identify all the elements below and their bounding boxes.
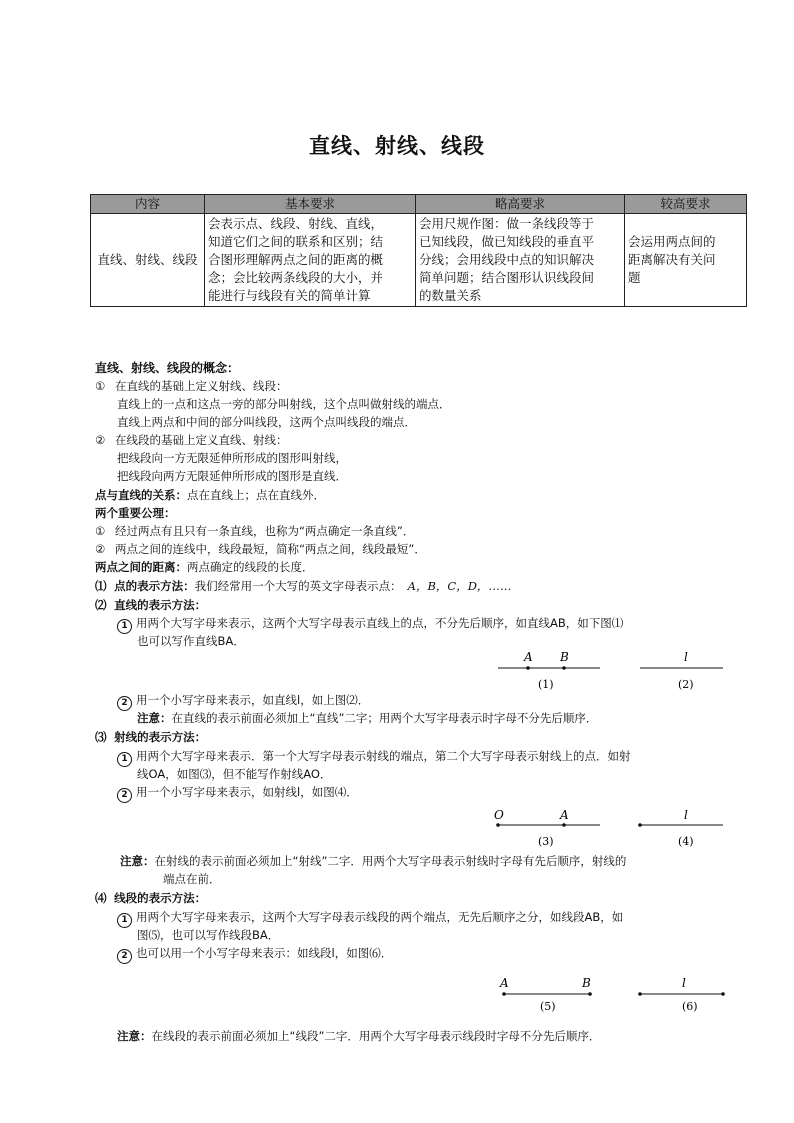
ray-rep-text-2: 用一个小写字母来表示，如射线l，如图⑷． xyxy=(136,785,358,799)
figure-caption: (3) xyxy=(538,835,554,848)
note-label: 注意： xyxy=(137,711,172,725)
concept-item-1: 在直线的基础上定义射线、线段： xyxy=(114,379,288,393)
segment-endpoint xyxy=(721,992,725,996)
figure-caption: (4) xyxy=(678,835,694,848)
point-rep-label: 点的表示方法： xyxy=(114,579,195,593)
concept-item-1b: 直线上两点和中间的部分叫线段，这两个点叫线段的端点． xyxy=(117,415,416,429)
label-l: l xyxy=(684,650,688,664)
circled-number: 1 xyxy=(117,913,132,928)
ray-rep-label: 射线的表示方法： xyxy=(114,730,207,744)
distance-label: 两点之间的距离： xyxy=(95,560,187,574)
cell-line: 会表示点、线段、射线、直线， xyxy=(208,216,384,231)
cell-line: 的数量关系 xyxy=(419,288,482,303)
point-a xyxy=(562,823,566,827)
cell-line: 距离解决有关问 xyxy=(628,252,716,267)
axioms-heading: 两个重要公理： xyxy=(95,506,176,520)
concept-item-2b: 把线段向两方无限延伸所形成的图形是直线． xyxy=(117,469,347,483)
concept-item-2a: 把线段向一方无限延伸所形成的图形叫射线， xyxy=(117,451,347,465)
segment-endpoint xyxy=(638,992,642,996)
concept-item-2: 在线段的基础上定义直线、射线： xyxy=(114,433,288,447)
label-b: B xyxy=(560,650,569,664)
point-b xyxy=(588,992,592,996)
axiom-1: 经过两点有且只有一条直线，也称为“两点确定一条直线”． xyxy=(114,524,415,538)
section-number: ⑵ xyxy=(95,598,107,612)
circled-number: 2 xyxy=(117,696,132,711)
section-number: ⑷ xyxy=(95,891,107,905)
circled-number: 2 xyxy=(117,788,132,803)
table-cell-slightly-higher xyxy=(416,214,625,307)
label-a: A xyxy=(500,976,509,990)
cell-line: 会运用两点间的 xyxy=(628,234,716,249)
circled-number: 1 xyxy=(117,619,132,634)
seg-rep-text-1a: 用两个大写字母来表示，这两个大写字母表示线段的两个端点，无先后顺序之分，如线段AB，如 xyxy=(136,910,624,924)
item-marker: ② xyxy=(95,433,106,447)
point-rep-text: 我们经常用一个大写的英文字母表示点： xyxy=(194,579,402,593)
seg-rep-text-2: 也可以用一个小写字母来表示：如线段l，如图⑹． xyxy=(136,946,393,960)
cell-line: 会用尺规作图：做一条线段等于 xyxy=(419,216,595,231)
ray-endpoint xyxy=(638,823,642,827)
page-title: 直线、射线、线段 xyxy=(309,134,485,158)
figure-caption: (6) xyxy=(682,1000,698,1013)
section-number: ⑴ xyxy=(95,579,107,593)
cell-line: 简单问题；结合图形认识线段间 xyxy=(419,270,595,285)
requirements-table xyxy=(90,194,747,307)
segment-figures xyxy=(490,972,740,1018)
line-rep-note: 在直线的表示前面必须加上“直线”二字；用两个大写字母表示时字母不分先后顺序． xyxy=(171,711,598,725)
item-marker: ① xyxy=(95,379,106,393)
point-o xyxy=(496,823,500,827)
label-b: B xyxy=(582,976,591,990)
point-a xyxy=(502,992,506,996)
label-a: A xyxy=(524,650,533,664)
cell-line: 知道它们之间的联系和区别；结 xyxy=(208,234,384,249)
concept-item-1a: 直线上的一点和这点一旁的部分叫射线，这个点叫做射线的端点． xyxy=(117,397,451,411)
table-header: 略高要求 xyxy=(416,195,625,214)
item-marker: ② xyxy=(95,542,106,556)
figure-caption: (5) xyxy=(540,1000,556,1013)
cell-line: 分线；会用线段中点的知识解决 xyxy=(419,252,595,267)
label-l: l xyxy=(682,976,686,990)
circled-number: 2 xyxy=(117,949,132,964)
cell-line: 念；会比较两条线段的大小，并 xyxy=(208,270,384,285)
table-row xyxy=(91,214,747,307)
note-label: 注意： xyxy=(120,854,155,868)
label-l: l xyxy=(684,808,688,822)
label-a: A xyxy=(560,808,569,822)
note-label: 注意： xyxy=(117,1029,152,1043)
point-rep-letters: A，B，C，D，…… xyxy=(407,579,512,593)
axiom-2: 两点之间的连线中，线段最短，简称“两点之间，线段最短”． xyxy=(114,542,426,556)
figure-caption: (1) xyxy=(538,678,554,691)
table-cell-basic xyxy=(205,214,416,307)
cell-line: 能进行与线段有关的简单计算 xyxy=(208,288,371,303)
line-rep-label: 直线的表示方法： xyxy=(114,598,207,612)
table-cell-higher xyxy=(625,214,747,307)
table-header-row xyxy=(91,195,747,214)
point-a xyxy=(526,666,530,670)
point-b xyxy=(562,666,566,670)
cell-line: 合图形理解两点之间的距离的概 xyxy=(208,252,384,267)
table-header: 内容 xyxy=(91,195,205,214)
label-o: O xyxy=(494,808,504,822)
figure-caption: (2) xyxy=(678,678,694,691)
line-figures xyxy=(490,648,740,692)
ray-rep-note-a: 在射线的表示前面必须加上“射线”二字．用两个大写字母表示射线时字母有先后顺序，射线的 xyxy=(154,854,627,868)
cell-line: 已知线段，做已知线段的垂直平 xyxy=(419,234,595,249)
seg-rep-label: 线段的表示方法： xyxy=(114,891,207,905)
ray-rep-text-1a: 用两个大写字母来表示．第一个大写字母表示射线的端点，第二个大写字母表示射线上的点．如射 xyxy=(136,749,631,763)
ray-figures xyxy=(490,805,740,851)
relation-label: 点与直线的关系： xyxy=(95,488,187,502)
cell-line: 题 xyxy=(628,270,641,285)
concepts-heading: 直线、射线、线段的概念： xyxy=(95,361,240,375)
section-number: ⑶ xyxy=(95,730,107,744)
line-rep-text-1b: 也可以写作直线BA． xyxy=(137,634,245,648)
seg-rep-text-1b: 图⑸，也可以写作线段BA． xyxy=(137,928,280,942)
table-header: 基本要求 xyxy=(205,195,416,214)
distance-text: 两点确定的线段的长度． xyxy=(187,560,314,574)
table-cell-content: 直线、射线、线段 xyxy=(91,214,205,307)
line-rep-text-1a: 用两个大写字母来表示，这两个大写字母表示直线上的点，不分先后顺序，如直线AB，如下图⑴ xyxy=(136,616,624,630)
relation-text: 点在直线上；点在直线外． xyxy=(187,488,325,502)
item-marker: ① xyxy=(95,524,106,538)
table-header: 较高要求 xyxy=(625,195,747,214)
line-rep-text-2: 用一个小写字母来表示，如直线l，如上图⑵． xyxy=(136,693,370,707)
ray-rep-text-1b: 线OA，如图⑶，但不能写作射线AO． xyxy=(137,767,332,781)
circled-number: 1 xyxy=(117,752,132,767)
ray-rep-note-b: 端点在前． xyxy=(163,872,221,886)
seg-rep-note: 在线段的表示前面必须加上“线段”二字．用两个大写字母表示线段时字母不分先后顺序． xyxy=(151,1029,601,1043)
